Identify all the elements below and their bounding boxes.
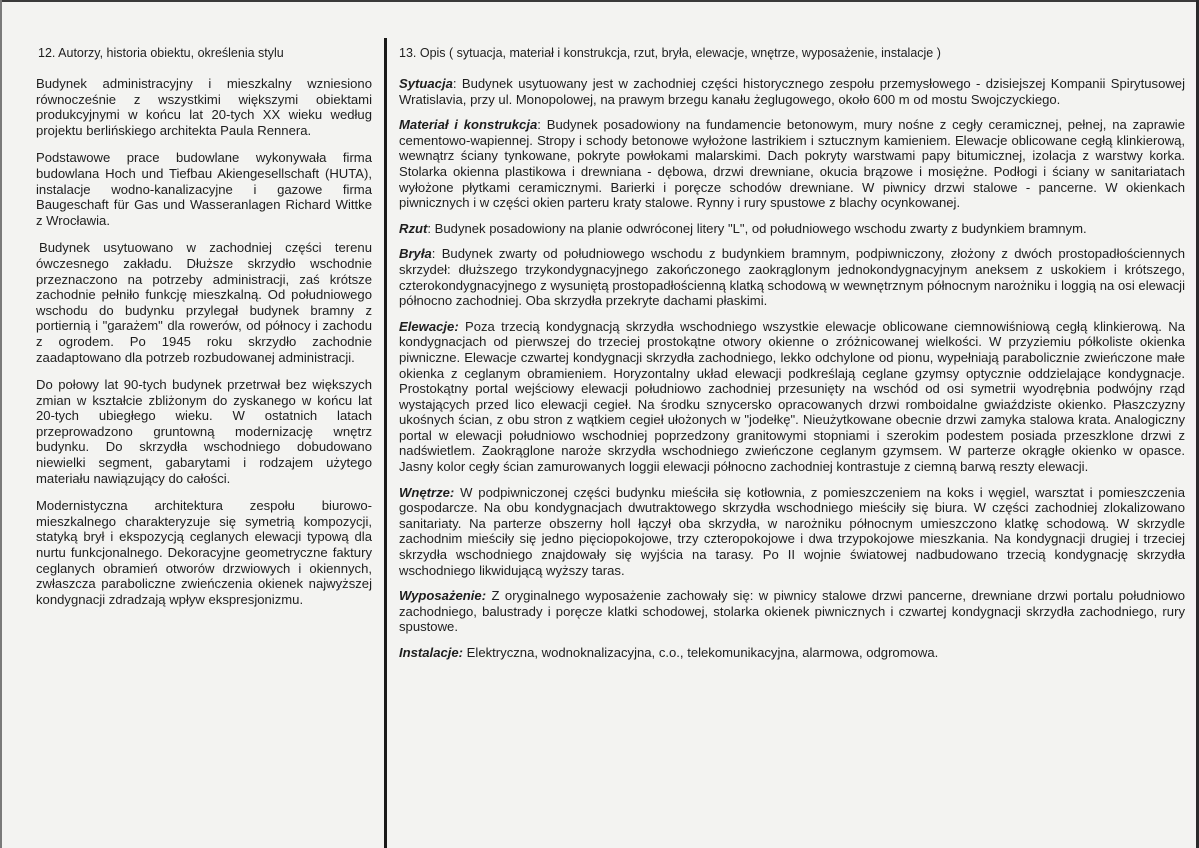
section-interior [399, 485, 1185, 579]
section-label: Wyposażenie: [399, 588, 487, 604]
section-plan [399, 221, 1185, 237]
description-column [399, 46, 1185, 671]
section-label: Instalacje: [399, 645, 464, 660]
history-paragraph: Budynek usytuowano w zachodniej części terenu ówczesnego zakładu. Dłuższe skrzydło wschodnie przeznaczono na potrzeby administracji, zaś krótsze zachodnie pełniło funkcję mieszkalną. Od południowego wschodu do budynku przylegał budynek bramny z portiernią i "garażem" dla rowerów, od północy i zachodu z ogrodem. Po 1945 roku skrzydło zachodnie zaadaptowano dla potrzeb rozbudowanej administracji. [36, 240, 372, 365]
section-text: Poza trzecią kondygnacją skrzydła wschodniego wszystkie elewacje oblicowane ciemnowiśniową cegłą klinkierową. Na kondygnacjach od pierwszej do trzeciej prostokątne otwory okienne o zróżnicowanej wielkości. W przyziemiu półkoliste okienka piwniczne. Elewacje czwartej kondygnacji skrzydła zachodniego, lekko odchylone od pionu, wypełniają parabolicznie zwieńczone małe okienka z ceglanym obramieniem. Horyzontalny układ elewacji podkreślają ceglane gzymsy optycznie oddzielające kondygnacje. Prostokątny portal wejściowy elewacji południowo zachodniej przesunięty na wschód od osi symetrii wyodrębnia podwójny rząd wystających przed lico elewacji cegieł. Na środku sznycersko opracowanych drzwi romboidalne gwiaździste okienko. Płaszczyzny ukośnych ścian, z obu stron z wątkiem cegieł ułożonych w "jodełkę". Nieużytkowane obecnie drzwi zamyka stalowa krata. Analogiczny portal w elewacji południowo wschodniej poprzedzony granitowymi stopniami i szerokim podestem posiada przeszklone drzwi z nadświetlem. Zaokrąglone naroże skrzydła wschodniego zwieńczone ceglanym gzymsem. W parterze okrągłe okienko w opasce. Jasny kolor cegły ścian zamurowanych loggii elewacji północno zachodniej kontrastuje z ciemną barwą reszty elewacji. [399, 318, 1185, 475]
section-text: Budynek posadowiony na fundamencie betonowym, mury nośne z cegły ceramicznej, pełnej, na zaprawie cementowo-wapiennej. Stropy i schody betonowe wyłożone lastrikiem i sztucznym kamieniem. Elewacje oblicowane cegłą klinkierową, wewnątrz ściany tynkowane, pokryte powłokami malarskimi. Dach pokryty warstwami papy bitumicznej, izolacja z warstwy korka. Stolarka okienna plastikowa i drewniana - dębowa, drzwi drewniane, okucia brązowe i mosiężne. Podłogi i ściany w sanitariatach wyłożone płytkami ceramicznymi. Barierki i poręcze schodów drewniane. W piwnicy drzwi stalowe - pancerne. W okienkach piwnicznych i w części okien parteru kraty stalowe. Rynny i rury spustowe z blachy ocynkowanej. [399, 117, 1185, 211]
scan-border-top [0, 0, 1199, 2]
section-installations [399, 645, 1185, 661]
history-heading: 12. Autorzy, historia obiektu, określenia stylu [38, 46, 284, 60]
section-separator: : [537, 117, 541, 133]
history-paragraph: Do połowy lat 90-tych budynek przetrwał bez większych zmian w kształcie zbliżonym do zyskanego w końcu lat 20-tych ubiegłego wieku. W ostatnich latach przeprowadzono gruntowną modernizację wnętrz budynku. Do skrzydła wschodniego dobudowano niewielki segment, gabarytami i rodzajem użytego materiału nawiązujący do całości. [36, 377, 372, 486]
section-elevations [399, 319, 1185, 475]
section-label: Materiał i konstrukcja [399, 117, 538, 133]
section-label: Bryła [399, 246, 432, 262]
section-material [399, 117, 1185, 211]
section-label: Elewacje: [399, 318, 459, 334]
section-label: Wnętrze: [399, 484, 455, 500]
section-text: Budynek usytuowany jest w zachodniej części historycznego zespołu przemysłowego - dzisiejszej Kompanii Spirytusowej Wratislavia, przy ul. Monopolowej, na prawym brzegu kanału żeglugowego, około 600 m od mostu Swojczyckiego. [399, 76, 1185, 107]
section-massing [399, 246, 1185, 308]
column-divider [384, 38, 387, 848]
section-text: Budynek posadowiony na planie odwróconej litery "L", od południowego wschodu zwarty z budynkiem bramnym. [431, 220, 1087, 236]
section-text: Z oryginalnego wyposażenie zachowały się: w piwnicy stalowe drzwi pancerne, drewniane drzwi portalu południowo zachodniego, balustrady i poręcze klatki schodowej, stolarka okienek piwnicznych i czwartej kondygnacji skrzydła zachodniego, rury spustowe. [399, 588, 1185, 635]
section-situation [399, 76, 1185, 107]
section-label: Rzut [399, 220, 428, 236]
section-separator: : [427, 220, 432, 236]
description-heading: 13. Opis ( sytuacja, materiał i konstrukcja, rzut, bryła, elewacje, wnętrze, wyposażenie, instalacje ) [399, 46, 941, 60]
history-column [36, 46, 372, 619]
section-text: W podpiwniczonej części budynku mieściła się kotłownia, z pomieszczeniem na koks i węgiel, warsztat i pomieszczenia gospodarcze. Na obu kondygnacjach dwutraktowego skrzydła wschodniego mieściły się biura. W części zachodniej zlokalizowano sanitariaty. Na parterze obszerny holl łączył oba skrzydła, w narożniku północnym umieszczono klatkę schodową. W skrzydle zachodnim mieściły się jedno pięciopokojowe, trzy czteropokojowe i dwa trzypokojowe mieszkania. Na kondygnacji drugiej i trzeciej skrzydła wschodniego znajdowały się wyjścia na tarasy. Po II wojnie światowej nadbudowano trzecią kondygnację skrzydła wschodniego likwidującą wyższy taras. [399, 484, 1185, 578]
section-separator: : [431, 246, 436, 262]
history-paragraph: Budynek administracyjny i mieszkalny wzniesiono równocześnie z wszystkimi większymi obiektami produkcyjnymi w końcu lat 20-tych XX wieku według projektu berlińskiego architekta Paula Rennera. [36, 76, 372, 138]
section-furnishings [399, 588, 1185, 635]
history-paragraph: Podstawowe prace budowlane wykonywała firma budowlana Hoch und Tiefbau Akiengesellschaft (HUTA), instalacje wodno-kanalizacyjne i gazowe firma Baugeschaft für Gas und Wasseranlagen Richard Wittke z Wrocławia. [36, 150, 372, 228]
section-text: Budynek zwarty od południowego wschodu z budynkiem bramnym, podpiwniczony, złożony z dwóch prostopadłościennych skrzydeł: dłuższego trzykondygnacyjnego zakończonego zaokrąglonym jednokondygnacyjnym aneksem z uskokiem i krótszego, czterokondygnacyjnego z wysuniętą prostopadłościenną klatką schodową w wewnętrznym północnym narożniku i loggią na osi elewacji północno zachodniej. Oba skrzydła przekryte dachami płaskimi. [399, 246, 1185, 309]
section-text: Elektryczna, wodnoknalizacyjna, c.o., telekomunikacyjna, alarmowa, odgromowa. [463, 645, 939, 660]
history-paragraph: Modernistyczna architektura zespołu biurowo-mieszkalnego charakteryzuje się symetrią kompozycji, statyką brył i ekspozycją ceglanych elewacji typową dla nurtu funkcjonalnego. Dekoracyjne geometryczne faktury ceglanych obramień otworów drzwiowych i okiennych, zwłaszcza paraboliczne zwieńczenia okienek najwyższej kondygnacji zdradzają wpływ ekspresjonizmu. [36, 498, 372, 607]
section-separator: : [452, 76, 457, 91]
section-label: Sytuacja [399, 76, 453, 91]
scan-border-left [0, 0, 2, 848]
